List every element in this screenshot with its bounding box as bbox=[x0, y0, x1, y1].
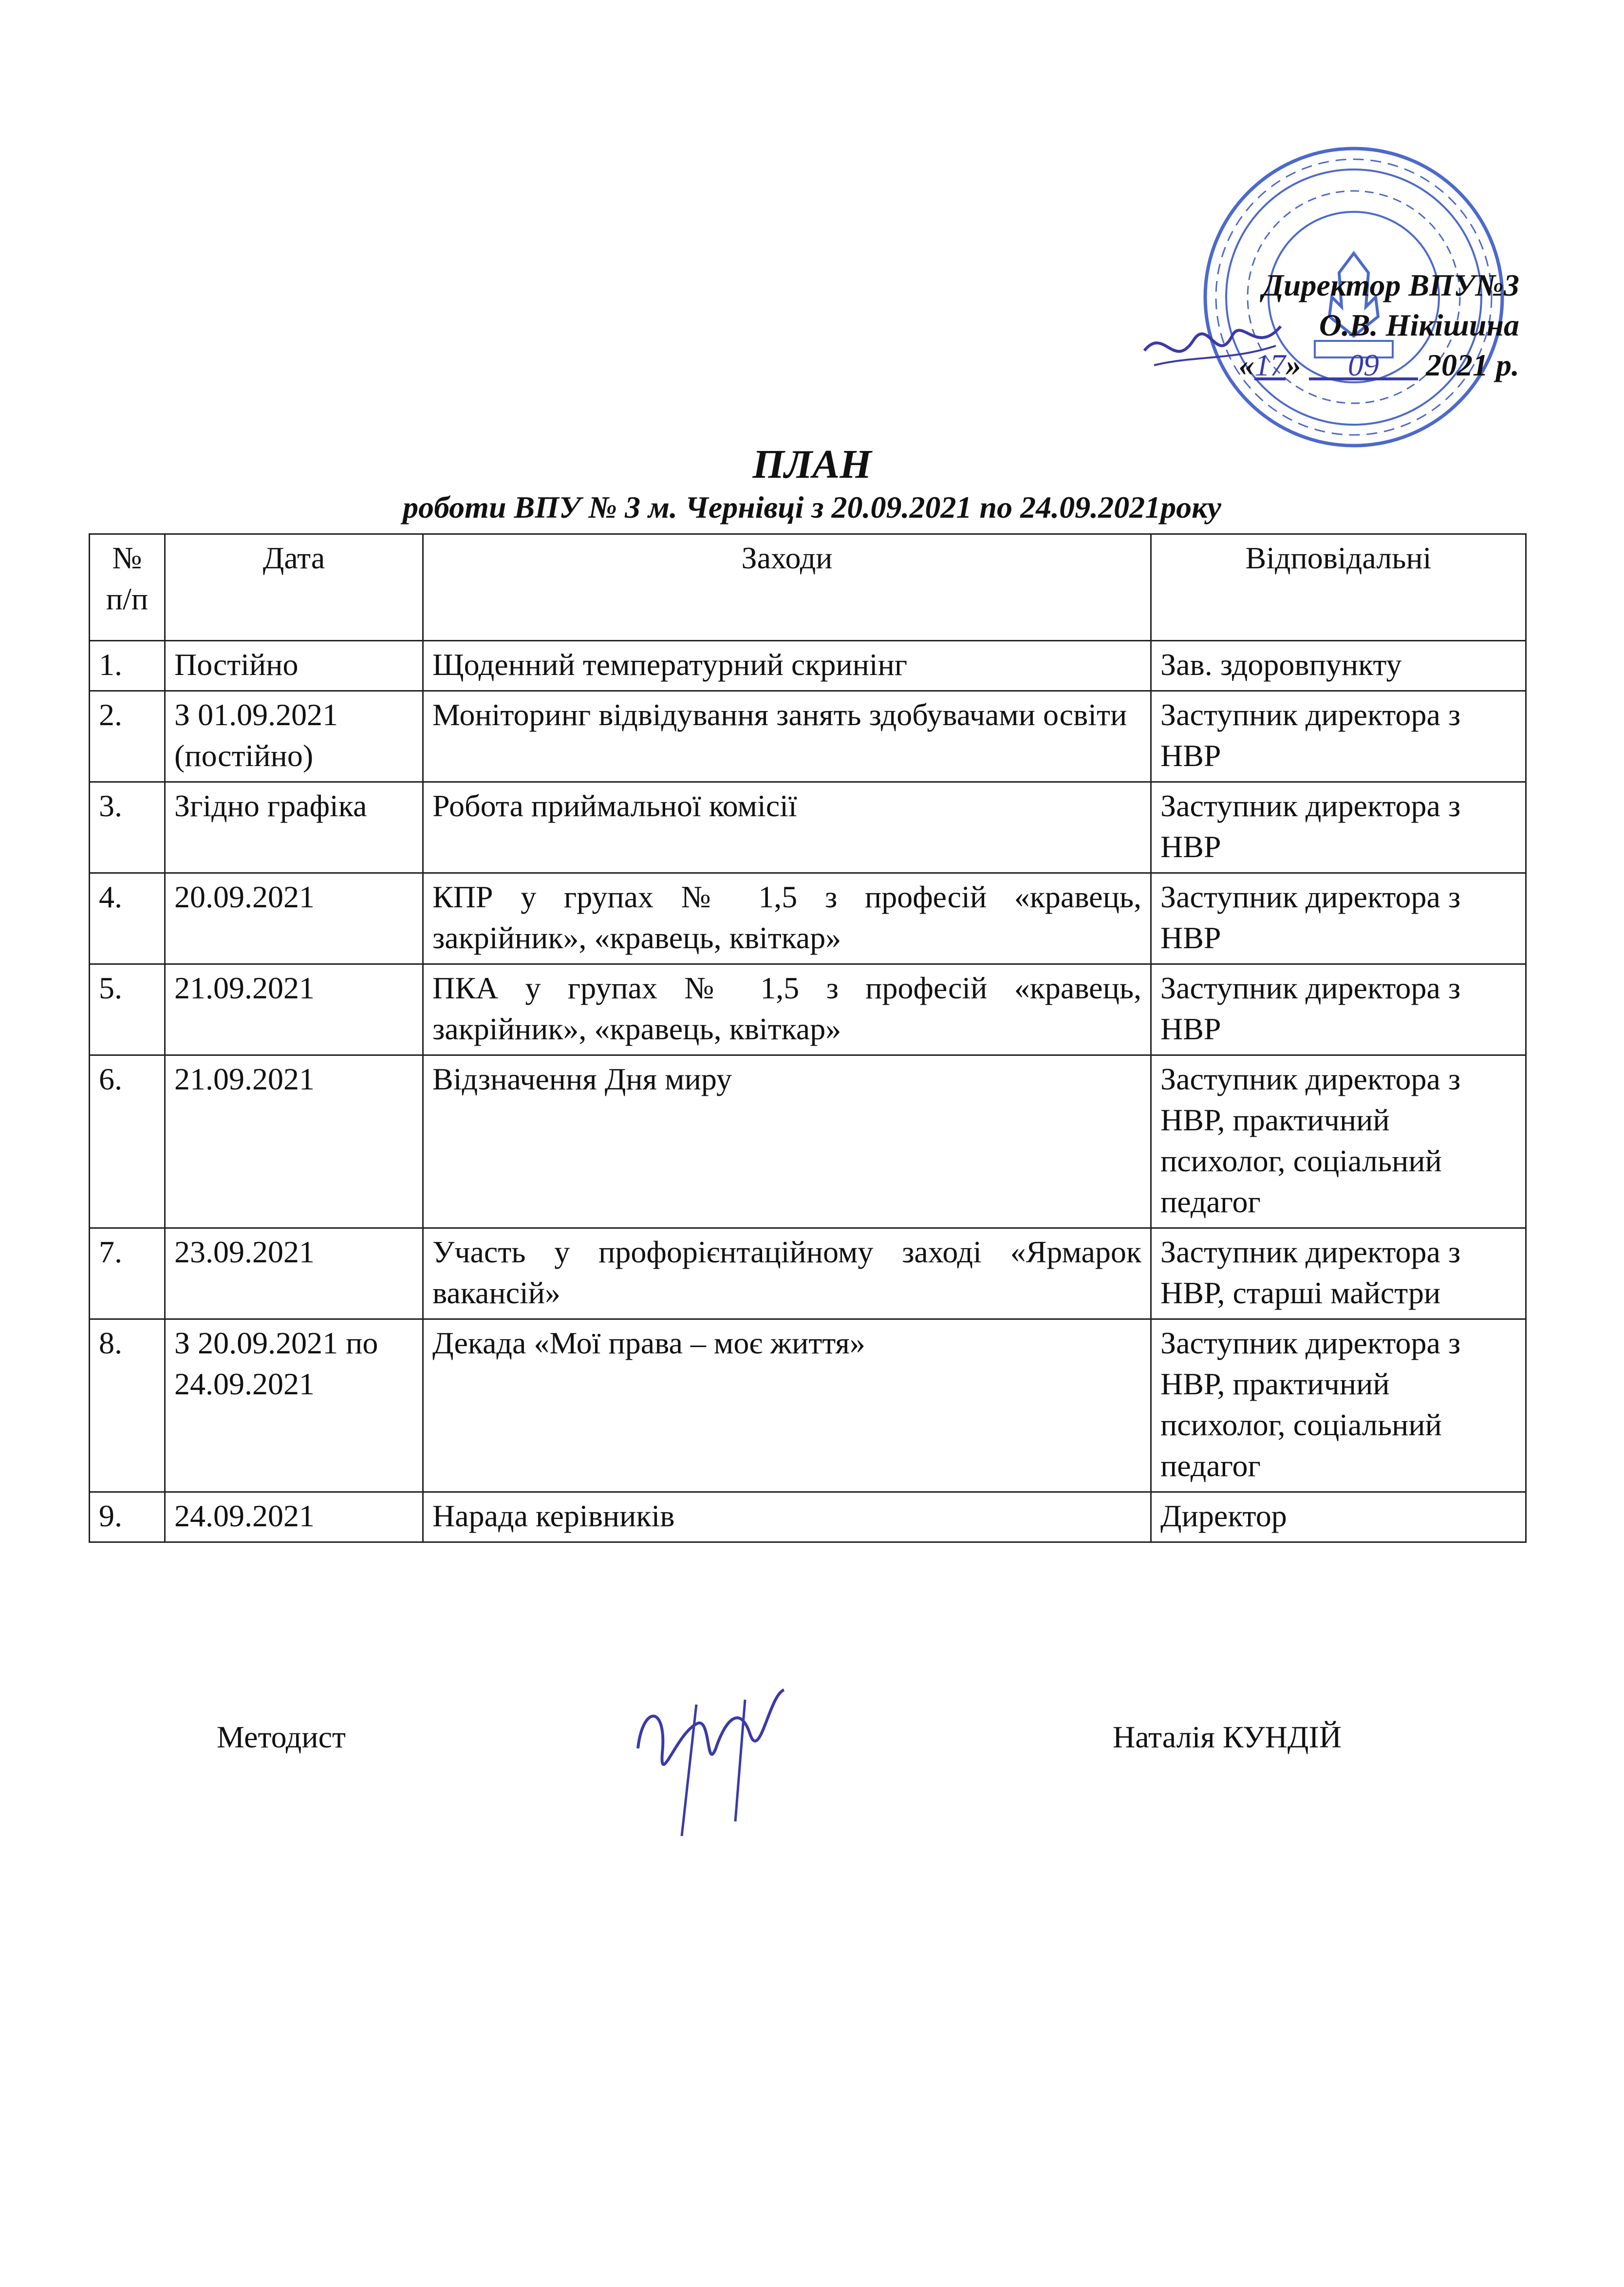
footer-name: Наталія КУНДІЙ bbox=[1113, 1720, 1342, 1754]
methodist-signature bbox=[623, 1675, 818, 1841]
cell-num: 4. bbox=[90, 873, 165, 964]
cell-event: Моніторинг відвідування занять здобувачами освіти bbox=[423, 691, 1151, 782]
header-date: Дата bbox=[165, 534, 423, 641]
approval-name: О.В. Нікішина bbox=[1319, 308, 1519, 342]
cell-num: 5. bbox=[90, 964, 165, 1055]
cell-responsible: Заступник директора з НВР, старші майстри bbox=[1151, 1228, 1526, 1319]
cell-date: 20.09.2021 bbox=[165, 873, 423, 964]
cell-responsible: Заступник директора з НВР, практичний психолог, соціальний педагог bbox=[1151, 1055, 1526, 1228]
table-header-row bbox=[90, 534, 1526, 641]
page-title: ПЛАН bbox=[752, 442, 872, 487]
cell-responsible: Заступник директора з НВР, практичний психолог, соціальний педагог bbox=[1151, 1319, 1526, 1492]
approval-day: 17 bbox=[1254, 348, 1286, 382]
header-event: Заходи bbox=[423, 534, 1151, 641]
cell-event: Нарада керівників bbox=[423, 1492, 1151, 1542]
cell-date: Згідно графіка bbox=[165, 782, 423, 873]
cell-num: 1. bbox=[90, 641, 165, 691]
cell-responsible: Заступник директора з НВР bbox=[1151, 782, 1526, 873]
cell-event: Декада «Мої права – моє життя» bbox=[423, 1319, 1151, 1492]
cell-date: З 20.09.2021 по 24.09.2021 bbox=[165, 1319, 423, 1492]
date-open-quote: « bbox=[1239, 348, 1254, 382]
cell-num: 2. bbox=[90, 691, 165, 782]
header-responsible: Відповідальні bbox=[1151, 534, 1526, 641]
cell-responsible: Заступник директора з НВР bbox=[1151, 691, 1526, 782]
cell-responsible: Директор bbox=[1151, 1492, 1526, 1542]
cell-num: 3. bbox=[90, 782, 165, 873]
cell-event: КПР у групах № 1,5 з професій «кравець, закрійник», «кравець, квіткар» bbox=[423, 873, 1151, 964]
table-row bbox=[90, 964, 1526, 1055]
table-row bbox=[90, 1228, 1526, 1319]
approval-month: 09 bbox=[1348, 348, 1379, 382]
cell-event: ПКА у групах № 1,5 з професій «кравець, закрійник», «кравець, квіткар» bbox=[423, 964, 1151, 1055]
approval-position: Директор ВПУ№3 bbox=[1262, 268, 1519, 302]
approval-year: 2021 р. bbox=[1426, 348, 1519, 382]
table-row bbox=[90, 1492, 1526, 1542]
cell-date: 21.09.2021 bbox=[165, 964, 423, 1055]
cell-responsible: Заступник директора з НВР bbox=[1151, 964, 1526, 1055]
footer-role: Методист bbox=[217, 1720, 346, 1754]
cell-date: Постійно bbox=[165, 641, 423, 691]
table-row bbox=[90, 691, 1526, 782]
cell-responsible: Заступник директора з НВР bbox=[1151, 873, 1526, 964]
cell-num: 9. bbox=[90, 1492, 165, 1542]
plan-table bbox=[89, 533, 1527, 1543]
table-row bbox=[90, 641, 1526, 691]
cell-event: Участь у профорієнтаційному заході «Ярмарок вакансій» bbox=[423, 1228, 1151, 1319]
cell-date: 24.09.2021 bbox=[165, 1492, 423, 1542]
cell-date: З 01.09.2021 (постійно) bbox=[165, 691, 423, 782]
cell-date: 21.09.2021 bbox=[165, 1055, 423, 1228]
page-subtitle: роботи ВПУ № 3 м. Чернівці з 20.09.2021 по 24.09.2021року bbox=[403, 490, 1221, 525]
table-row bbox=[90, 782, 1526, 873]
table-row bbox=[90, 873, 1526, 964]
cell-responsible: Зав. здоровпункту bbox=[1151, 641, 1526, 691]
date-close-quote: » bbox=[1286, 348, 1301, 382]
cell-event: Робота приймальної комісії bbox=[423, 782, 1151, 873]
table-row bbox=[90, 1055, 1526, 1228]
cell-event: Щоденний температурний скринінг bbox=[423, 641, 1151, 691]
director-signature bbox=[1135, 297, 1290, 380]
cell-num: 8. bbox=[90, 1319, 165, 1492]
header-num: № п/п bbox=[90, 534, 165, 641]
cell-num: 7. bbox=[90, 1228, 165, 1319]
cell-num: 6. bbox=[90, 1055, 165, 1228]
table-row bbox=[90, 1319, 1526, 1492]
cell-date: 23.09.2021 bbox=[165, 1228, 423, 1319]
cell-event: Відзначення Дня миру bbox=[423, 1055, 1151, 1228]
